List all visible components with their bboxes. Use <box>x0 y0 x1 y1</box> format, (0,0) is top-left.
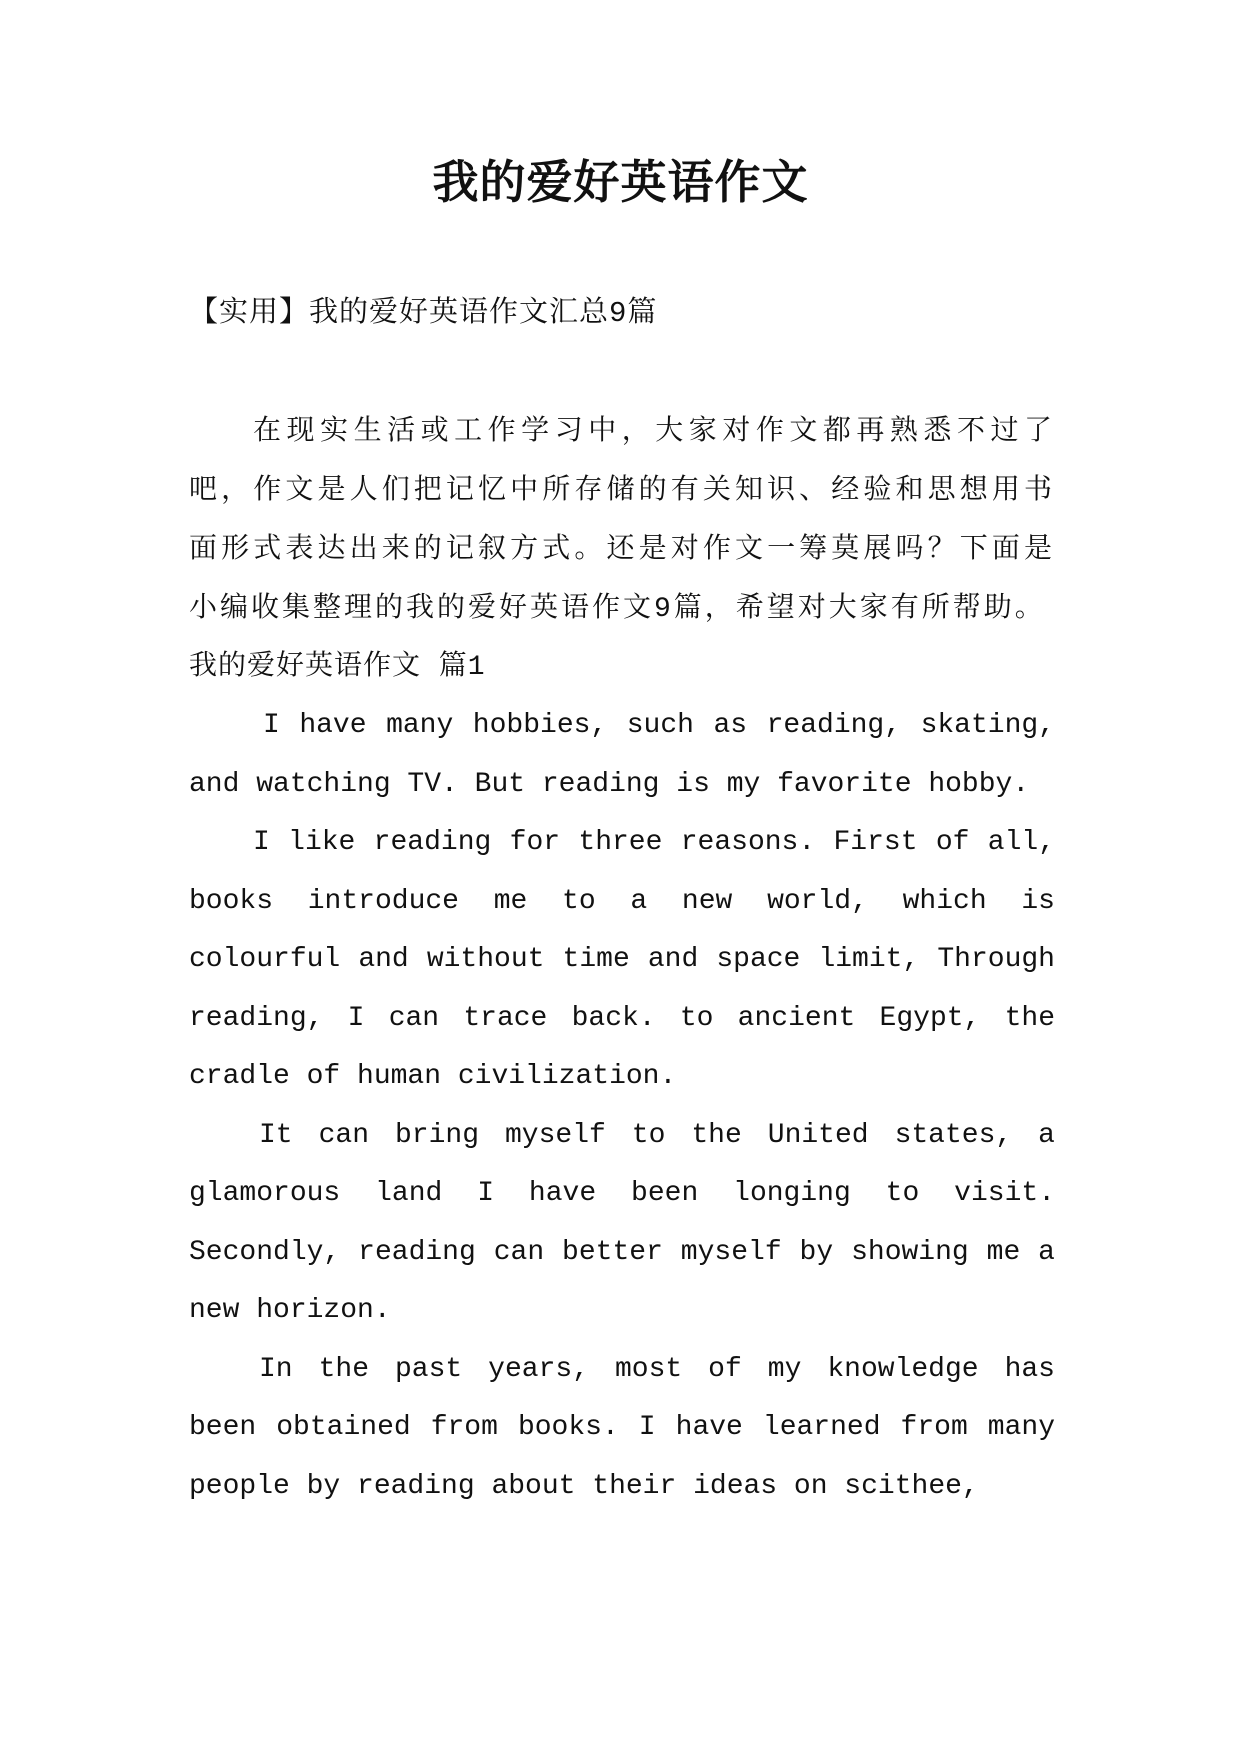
intro-paragraph: 在现实生活或工作学习中，大家对作文都再熟悉不过了吧，作文是人们把记忆中所存储的有关知识、经验和思想用书面形式表达出来的记叙方式。还是对作文一筹莫展吗？下面是小编收集整理的我的爱好英语作文9篇，希望对大家有所帮助。 <box>189 417 1055 625</box>
body-paragraph: I have many hobbies, such as reading, skating, and watching TV. But reading is my favorite hobby. <box>189 710 1055 800</box>
document-body <box>189 403 1055 1516</box>
document-subtitle: 【实用】我的爱好英语作文汇总9篇 <box>189 297 658 330</box>
section-heading: 我的爱好英语作文 篇1 <box>189 652 486 683</box>
body-paragraph: In the past years, most of my knowledge has been obtained from books. I have learned from many people by reading about their ideas on scithee, <box>189 1353 1055 1502</box>
body-paragraph: It can bring myself to the United states, a glamorous land I have been longing to visit. Secondly, reading can better myself by showing me a new horizon. <box>189 1119 1055 1326</box>
document-title: 我的爱好英语作文 <box>432 155 809 209</box>
body-paragraph: I like reading for three reasons. First of all, books introduce me to a new world, which is colourful and without time and space limit, Through reading, I can trace back. to ancient Egypt, the cradle of human civilization. <box>189 827 1055 1092</box>
